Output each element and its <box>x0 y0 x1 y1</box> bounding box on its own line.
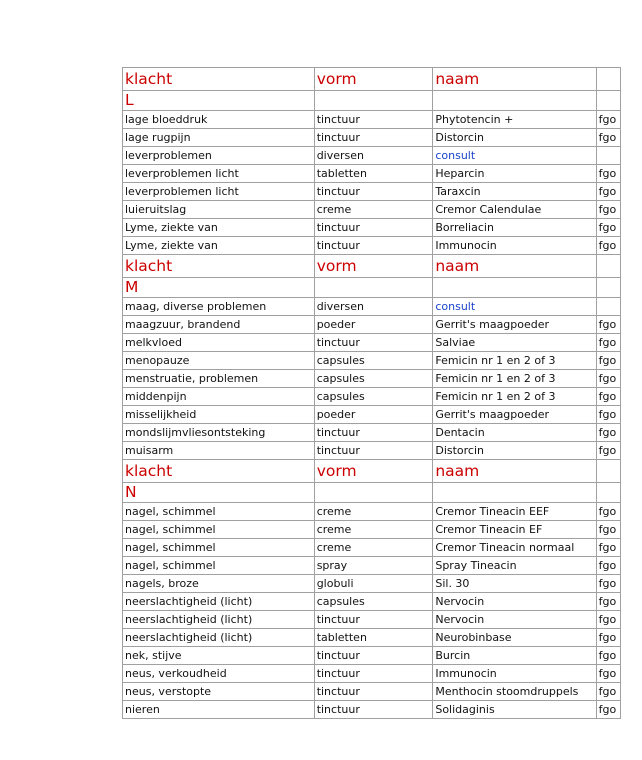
naam-cell: Cremor Tineacin EF <box>433 521 596 539</box>
klacht-cell: luieruitslag <box>123 201 315 219</box>
klacht-cell: nagels, broze <box>123 575 315 593</box>
code-cell: fgo <box>596 129 620 147</box>
table-row <box>123 352 621 370</box>
code-cell: fgo <box>596 219 620 237</box>
vorm-cell: creme <box>314 201 433 219</box>
klacht-cell: mondslijmvliesontsteking <box>123 424 315 442</box>
klacht-cell: maag, diverse problemen <box>123 298 315 316</box>
naam-cell: Gerrit's maagpoeder <box>433 316 596 334</box>
code-cell: fgo <box>596 665 620 683</box>
klacht-cell: lage rugpijn <box>123 129 315 147</box>
table-row <box>123 647 621 665</box>
code-cell: fgo <box>596 503 620 521</box>
empty-cell <box>596 483 620 503</box>
naam-cell: Borreliacin <box>433 219 596 237</box>
remedy-table <box>122 67 621 719</box>
naam-cell: Nervocin <box>433 611 596 629</box>
klacht-cell: middenpijn <box>123 388 315 406</box>
vorm-cell: tinctuur <box>314 129 433 147</box>
vorm-cell: tabletten <box>314 165 433 183</box>
naam-cell: Sil. 30 <box>433 575 596 593</box>
klacht-cell: misselijkheid <box>123 406 315 424</box>
vorm-cell: diversen <box>314 298 433 316</box>
klacht-cell: Lyme, ziekte van <box>123 219 315 237</box>
table-row <box>123 129 621 147</box>
table-row <box>123 111 621 129</box>
table-row <box>123 665 621 683</box>
code-cell: fgo <box>596 201 620 219</box>
naam-cell: Femicin nr 1 en 2 of 3 <box>433 352 596 370</box>
klacht-cell: menopauze <box>123 352 315 370</box>
naam-cell: Cremor Tineacin EEF <box>433 503 596 521</box>
klacht-cell: neus, verstopte <box>123 683 315 701</box>
code-cell: fgo <box>596 575 620 593</box>
table-row <box>123 183 621 201</box>
naam-cell: Cremor Tineacin normaal <box>433 539 596 557</box>
header-klacht: klacht <box>123 255 315 278</box>
vorm-cell: tinctuur <box>314 183 433 201</box>
table-header-row <box>123 68 621 91</box>
table-header-row <box>123 255 621 278</box>
vorm-cell: tabletten <box>314 629 433 647</box>
table-row <box>123 334 621 352</box>
code-cell: fgo <box>596 521 620 539</box>
naam-cell: Distorcin <box>433 442 596 460</box>
code-cell: fgo <box>596 442 620 460</box>
naam-cell: Menthocin stoomdruppels <box>433 683 596 701</box>
header-vorm: vorm <box>314 255 433 278</box>
klacht-cell: nagel, schimmel <box>123 503 315 521</box>
table-header-row <box>123 460 621 483</box>
vorm-cell: tinctuur <box>314 111 433 129</box>
klacht-cell: neerslachtigheid (licht) <box>123 629 315 647</box>
code-cell: fgo <box>596 629 620 647</box>
code-cell: fgo <box>596 406 620 424</box>
klacht-cell: Lyme, ziekte van <box>123 237 315 255</box>
code-cell: fgo <box>596 683 620 701</box>
section-letter: N <box>123 483 315 503</box>
naam-cell: Phytotencin + <box>433 111 596 129</box>
table-row <box>123 147 621 165</box>
naam-cell: Neurobinbase <box>433 629 596 647</box>
vorm-cell: tinctuur <box>314 219 433 237</box>
header-klacht: klacht <box>123 68 315 91</box>
vorm-cell: capsules <box>314 388 433 406</box>
table-row <box>123 539 621 557</box>
table-row <box>123 442 621 460</box>
table-row <box>123 593 621 611</box>
table-row <box>123 521 621 539</box>
klacht-cell: nagel, schimmel <box>123 557 315 575</box>
table-row <box>123 316 621 334</box>
vorm-cell: capsules <box>314 370 433 388</box>
klacht-cell: neus, verkoudheid <box>123 665 315 683</box>
vorm-cell: tinctuur <box>314 424 433 442</box>
code-cell: fgo <box>596 352 620 370</box>
klacht-cell: neerslachtigheid (licht) <box>123 593 315 611</box>
header-vorm: vorm <box>314 68 433 91</box>
empty-cell <box>314 91 433 111</box>
table-row <box>123 388 621 406</box>
naam-cell: Gerrit's maagpoeder <box>433 406 596 424</box>
naam-cell: Dentacin <box>433 424 596 442</box>
header-naam: naam <box>433 68 596 91</box>
table-row <box>123 503 621 521</box>
vorm-cell: tinctuur <box>314 237 433 255</box>
code-cell: fgo <box>596 183 620 201</box>
vorm-cell: tinctuur <box>314 611 433 629</box>
header-naam: naam <box>433 255 596 278</box>
empty-cell <box>596 278 620 298</box>
table-row <box>123 370 621 388</box>
letter-row <box>123 91 621 111</box>
vorm-cell: poeder <box>314 316 433 334</box>
klacht-cell: nagel, schimmel <box>123 539 315 557</box>
header-code <box>596 255 620 278</box>
vorm-cell: tinctuur <box>314 334 433 352</box>
vorm-cell: tinctuur <box>314 665 433 683</box>
code-cell: fgo <box>596 701 620 719</box>
code-cell: fgo <box>596 316 620 334</box>
naam-cell: Solidaginis <box>433 701 596 719</box>
code-cell: fgo <box>596 334 620 352</box>
naam-cell: Nervocin <box>433 593 596 611</box>
naam-cell: Salviae <box>433 334 596 352</box>
table-row <box>123 701 621 719</box>
naam-cell: Burcin <box>433 647 596 665</box>
klacht-cell: melkvloed <box>123 334 315 352</box>
naam-cell: Spray Tineacin <box>433 557 596 575</box>
letter-row <box>123 483 621 503</box>
remedy-table-body <box>123 68 621 719</box>
naam-cell: Cremor Calendulae <box>433 201 596 219</box>
table-row <box>123 406 621 424</box>
table-row <box>123 611 621 629</box>
table-row <box>123 557 621 575</box>
code-cell: fgo <box>596 611 620 629</box>
table-row <box>123 201 621 219</box>
code-cell: fgo <box>596 111 620 129</box>
vorm-cell: tinctuur <box>314 701 433 719</box>
naam-cell: Femicin nr 1 en 2 of 3 <box>433 370 596 388</box>
klacht-cell: nek, stijve <box>123 647 315 665</box>
section-letter: L <box>123 91 315 111</box>
naam-cell <box>433 298 596 316</box>
empty-cell <box>433 91 596 111</box>
header-klacht: klacht <box>123 460 315 483</box>
klacht-cell: nagel, schimmel <box>123 521 315 539</box>
code-cell: fgo <box>596 557 620 575</box>
empty-cell <box>314 278 433 298</box>
consult-link[interactable]: consult <box>435 149 476 162</box>
empty-cell <box>314 483 433 503</box>
empty-cell <box>433 278 596 298</box>
vorm-cell: poeder <box>314 406 433 424</box>
header-naam: naam <box>433 460 596 483</box>
vorm-cell: creme <box>314 521 433 539</box>
naam-cell: Immunocin <box>433 237 596 255</box>
section-letter: M <box>123 278 315 298</box>
vorm-cell: tinctuur <box>314 647 433 665</box>
klacht-cell: leverproblemen licht <box>123 165 315 183</box>
vorm-cell: creme <box>314 503 433 521</box>
code-cell: fgo <box>596 165 620 183</box>
code-cell <box>596 147 620 165</box>
vorm-cell: diversen <box>314 147 433 165</box>
header-code <box>596 68 620 91</box>
table-row <box>123 424 621 442</box>
vorm-cell: globuli <box>314 575 433 593</box>
table-row <box>123 575 621 593</box>
klacht-cell: menstruatie, problemen <box>123 370 315 388</box>
vorm-cell: tinctuur <box>314 442 433 460</box>
naam-cell <box>433 147 596 165</box>
table-row <box>123 219 621 237</box>
klacht-cell: maagzuur, brandend <box>123 316 315 334</box>
vorm-cell: tinctuur <box>314 683 433 701</box>
code-cell: fgo <box>596 424 620 442</box>
empty-cell <box>433 483 596 503</box>
header-code <box>596 460 620 483</box>
table-row <box>123 298 621 316</box>
klacht-cell: lage bloeddruk <box>123 111 315 129</box>
letter-row <box>123 278 621 298</box>
code-cell <box>596 298 620 316</box>
code-cell: fgo <box>596 237 620 255</box>
naam-cell: Heparcin <box>433 165 596 183</box>
header-vorm: vorm <box>314 460 433 483</box>
klacht-cell: muisarm <box>123 442 315 460</box>
consult-link[interactable]: consult <box>435 300 476 313</box>
klacht-cell: leverproblemen <box>123 147 315 165</box>
empty-cell <box>596 91 620 111</box>
table-row <box>123 629 621 647</box>
vorm-cell: spray <box>314 557 433 575</box>
code-cell: fgo <box>596 593 620 611</box>
table-row <box>123 237 621 255</box>
vorm-cell: creme <box>314 539 433 557</box>
naam-cell: Immunocin <box>433 665 596 683</box>
naam-cell: Femicin nr 1 en 2 of 3 <box>433 388 596 406</box>
klacht-cell: leverproblemen licht <box>123 183 315 201</box>
code-cell: fgo <box>596 370 620 388</box>
naam-cell: Distorcin <box>433 129 596 147</box>
code-cell: fgo <box>596 388 620 406</box>
klacht-cell: nieren <box>123 701 315 719</box>
naam-cell: Taraxcin <box>433 183 596 201</box>
code-cell: fgo <box>596 647 620 665</box>
vorm-cell: capsules <box>314 352 433 370</box>
vorm-cell: capsules <box>314 593 433 611</box>
code-cell: fgo <box>596 539 620 557</box>
table-row <box>123 165 621 183</box>
klacht-cell: neerslachtigheid (licht) <box>123 611 315 629</box>
table-row <box>123 683 621 701</box>
